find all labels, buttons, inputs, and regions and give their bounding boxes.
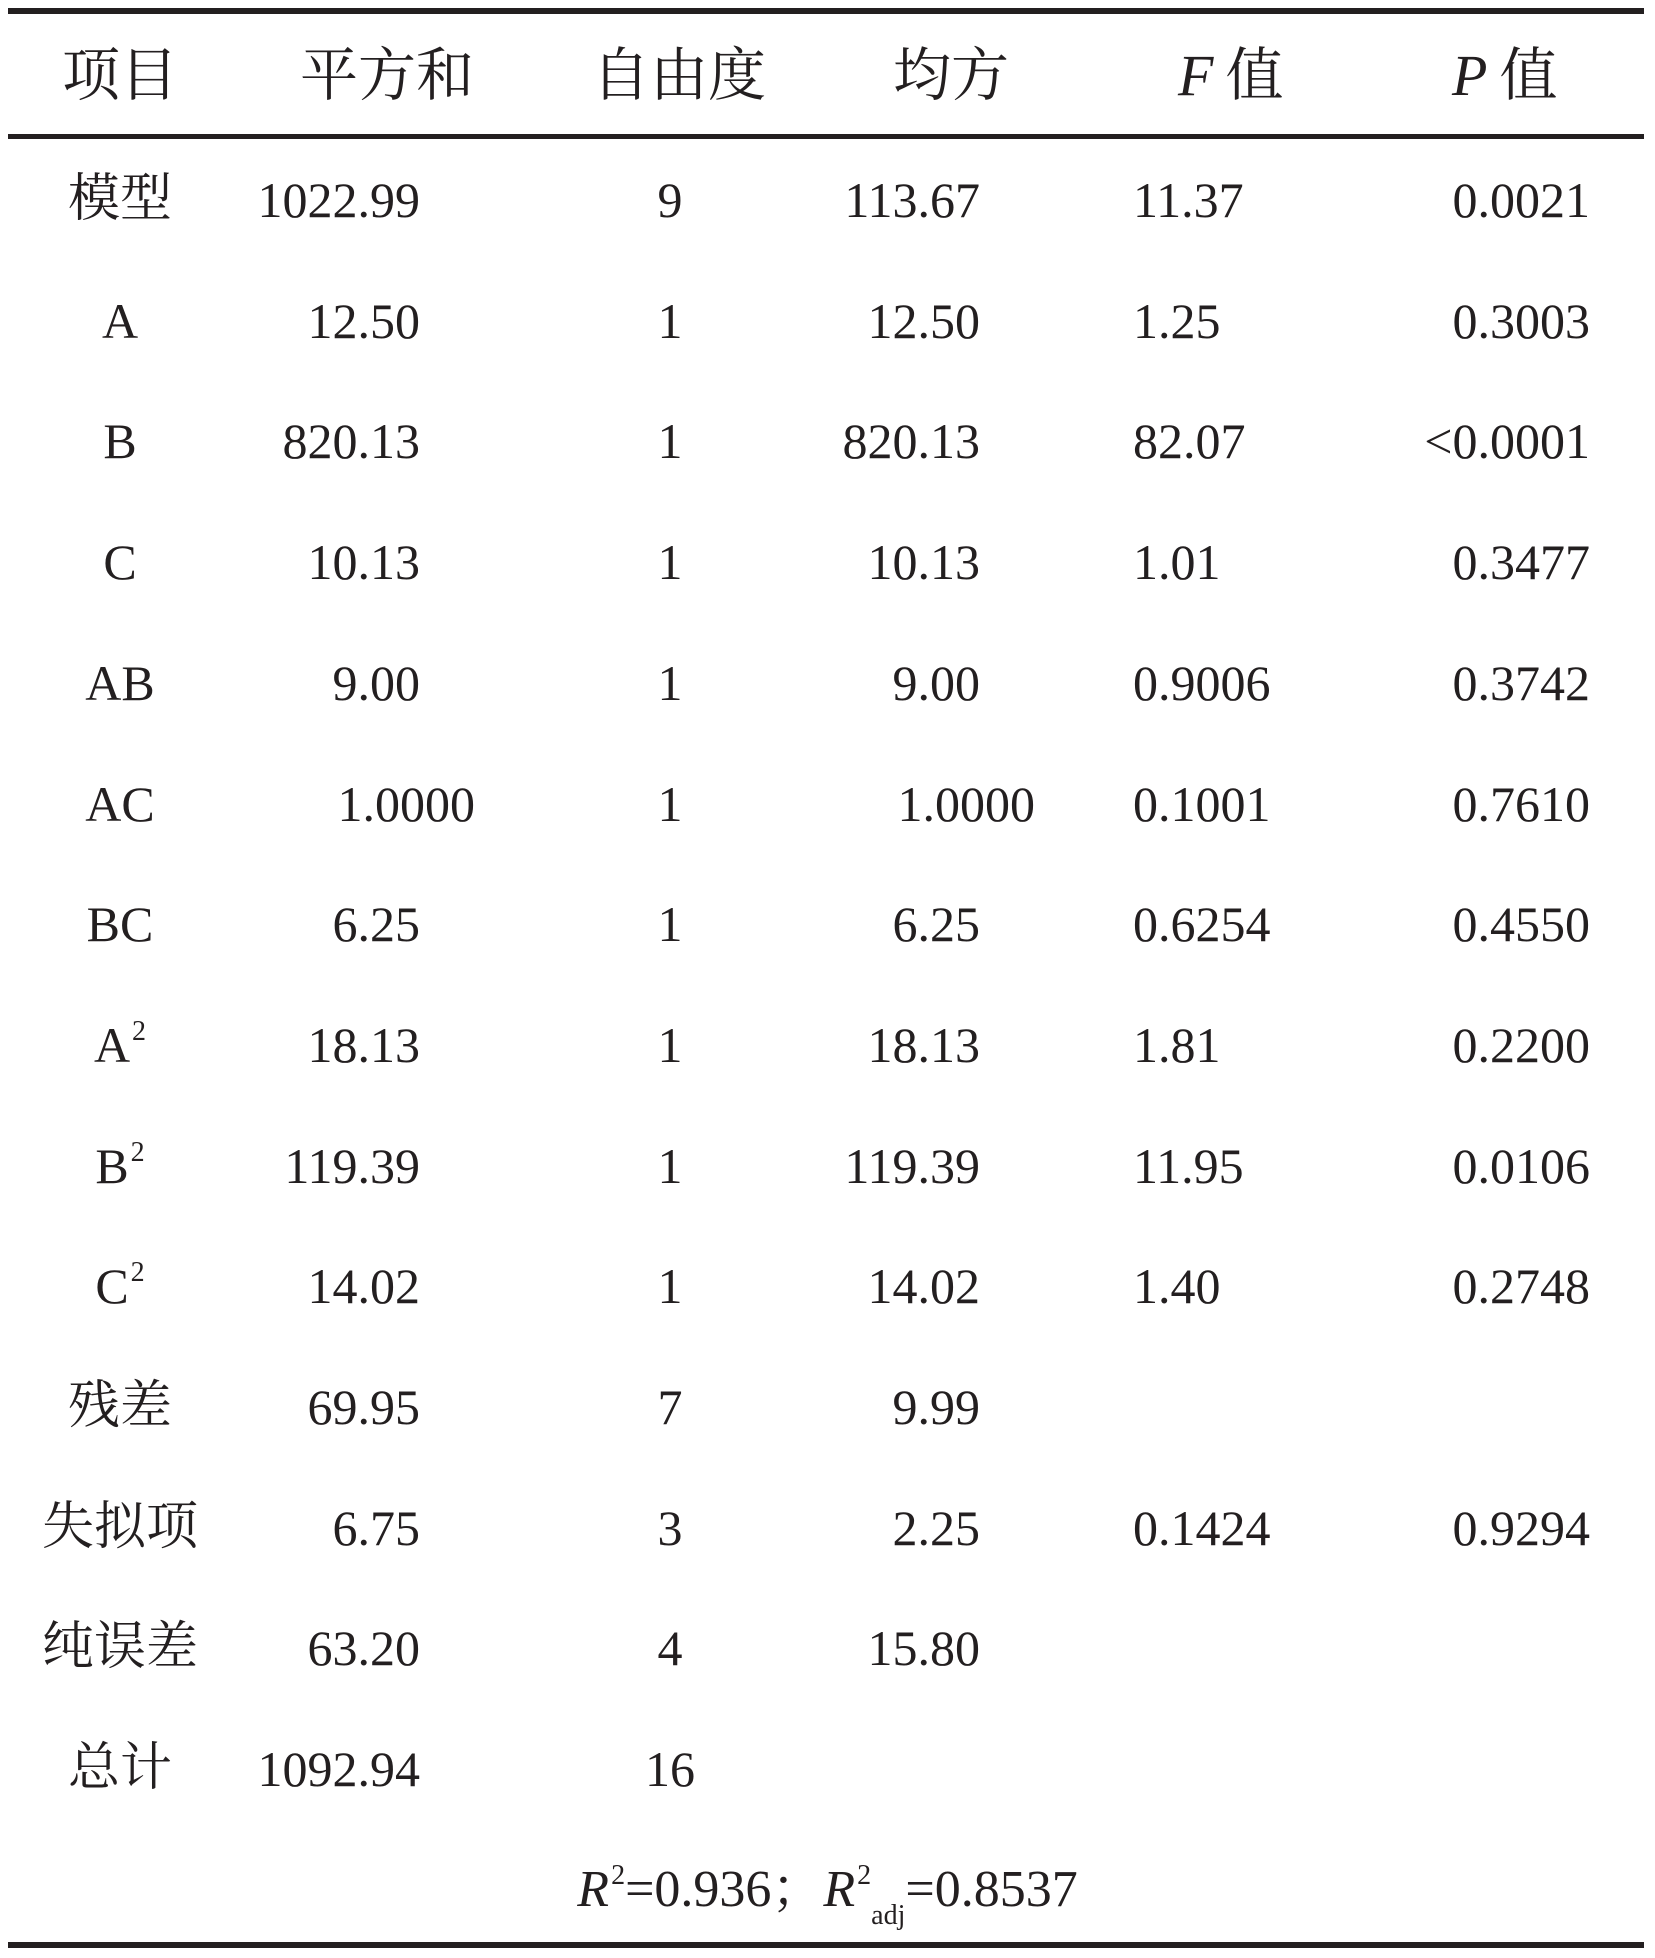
cell-degrees-of-freedom: 1 — [657, 776, 683, 832]
cell-item — [20, 1488, 220, 1568]
cell-mean-square: 9.00 — [892, 655, 980, 711]
row-label: 纯误差 — [41, 1619, 198, 1676]
cell-mean-square: 1.0000 — [897, 776, 1035, 832]
cell-sum-of-squares: 1.0000 — [337, 776, 475, 832]
cell-sum-of-squares: 6.75 — [332, 1500, 420, 1556]
cell-sum-of-squares: 18.13 — [307, 1017, 420, 1073]
cell-p-value: 0.2200 — [1452, 1017, 1590, 1073]
cell-f-value — [1133, 1367, 1353, 1447]
row-label: C — [95, 1258, 129, 1314]
cell-degrees-of-freedom: 1 — [657, 534, 683, 590]
cell-p-value: 0.9294 — [1452, 1500, 1590, 1556]
row-label: 失拟项 — [41, 1499, 198, 1556]
cell-sum-of-squares: 69.95 — [307, 1379, 420, 1435]
table-top-rule — [8, 8, 1644, 14]
cell-degrees-of-freedom: 1 — [657, 1017, 683, 1073]
row-label: AB — [85, 655, 155, 711]
row-label: A — [101, 293, 139, 349]
cell-f-value: 1.81 — [1133, 1017, 1221, 1073]
cell-mean-square: 18.13 — [867, 1017, 980, 1073]
cell-f-value: 1.25 — [1133, 293, 1221, 349]
cell-p-value: 0.3477 — [1452, 534, 1590, 590]
row-label: 模型 — [67, 171, 172, 228]
cell-item — [20, 884, 220, 964]
cell-item — [20, 401, 220, 481]
r-squared-symbol: R — [577, 1861, 610, 1918]
cell-p-value: 0.3742 — [1452, 655, 1590, 711]
header-f-suffix: 值 — [1225, 43, 1284, 108]
cell-f-value — [1133, 1608, 1353, 1688]
cell-p-value — [1350, 1608, 1590, 1688]
cell-item — [20, 1608, 220, 1688]
cell-degrees-of-freedom: 1 — [657, 1258, 683, 1314]
cell-item — [20, 643, 220, 723]
cell-mean-square: 6.25 — [892, 896, 980, 952]
cell-item — [20, 764, 220, 844]
cell-degrees-of-freedom: 9 — [657, 172, 683, 228]
cell-p-value: 0.7610 — [1452, 776, 1590, 832]
r-squared-value: =0.936； — [625, 1861, 824, 1918]
r-squared-adj-value: =0.8537 — [905, 1861, 1078, 1918]
cell-degrees-of-freedom: 1 — [657, 413, 683, 469]
cell-sum-of-squares: 1022.99 — [257, 172, 420, 228]
table-bottom-rule — [8, 1942, 1644, 1948]
cell-item — [20, 1126, 220, 1206]
cell-p-value: 0.3003 — [1452, 293, 1590, 349]
cell-sum-of-squares: 12.50 — [307, 293, 420, 349]
cell-mean-square: 14.02 — [867, 1258, 980, 1314]
cell-degrees-of-freedom: 1 — [657, 655, 683, 711]
header-p-symbol: P — [1452, 43, 1488, 108]
header-sum-of-squares: 平方和 — [300, 43, 475, 108]
cell-f-value: 11.95 — [1133, 1138, 1244, 1194]
header-f-symbol: F — [1178, 43, 1214, 108]
cell-item — [20, 1729, 220, 1809]
cell-p-value — [1350, 1729, 1590, 1809]
cell-mean-square — [760, 1729, 980, 1809]
cell-sum-of-squares: 14.02 — [307, 1258, 420, 1314]
cell-mean-square: 2.25 — [892, 1500, 980, 1556]
cell-mean-square: 113.67 — [844, 172, 980, 228]
cell-mean-square: 9.99 — [892, 1379, 980, 1435]
header-p-suffix: 值 — [1499, 43, 1558, 108]
cell-p-value: 0.4550 — [1452, 896, 1590, 952]
header-item: 项目 — [62, 43, 179, 108]
header-p-value — [1452, 36, 1557, 116]
cell-f-value: 82.07 — [1133, 413, 1246, 469]
cell-mean-square: 15.80 — [867, 1620, 980, 1676]
header-degrees-of-freedom: 自由度 — [592, 43, 767, 108]
row-label: B — [103, 413, 137, 469]
cell-sum-of-squares: 6.25 — [332, 896, 420, 952]
cell-f-value: 0.9006 — [1133, 655, 1271, 711]
cell-p-value: 0.0021 — [1452, 172, 1590, 228]
cell-sum-of-squares: 1092.94 — [257, 1741, 420, 1797]
cell-degrees-of-freedom: 3 — [657, 1500, 683, 1556]
cell-item — [20, 160, 220, 240]
cell-f-value: 1.01 — [1133, 534, 1221, 590]
cell-mean-square: 820.13 — [842, 413, 980, 469]
cell-mean-square: 119.39 — [844, 1138, 980, 1194]
cell-sum-of-squares: 10.13 — [307, 534, 420, 590]
row-label-exponent: 2 — [130, 1257, 145, 1288]
cell-item — [20, 281, 220, 361]
cell-sum-of-squares: 9.00 — [332, 655, 420, 711]
cell-mean-square: 10.13 — [867, 534, 980, 590]
cell-degrees-of-freedom: 7 — [657, 1379, 683, 1435]
row-label: B — [95, 1138, 129, 1194]
cell-item — [20, 522, 220, 602]
cell-f-value: 0.1424 — [1133, 1500, 1271, 1556]
cell-sum-of-squares: 820.13 — [282, 413, 420, 469]
row-label: 残差 — [67, 1378, 172, 1435]
cell-degrees-of-freedom: 1 — [657, 1138, 683, 1194]
r-squared-exponent: 2 — [611, 1860, 626, 1891]
cell-f-value — [1133, 1729, 1353, 1809]
row-label: BC — [86, 896, 154, 952]
row-label: AC — [85, 776, 155, 832]
row-label: A — [93, 1017, 131, 1073]
cell-degrees-of-freedom: 1 — [657, 896, 683, 952]
row-label-exponent: 2 — [132, 1016, 147, 1047]
header-mean-square: 均方 — [893, 43, 1010, 108]
cell-p-value: 0.0106 — [1452, 1138, 1590, 1194]
cell-item — [20, 1005, 220, 1085]
r-squared-adj-subscript: adj — [871, 1900, 906, 1931]
row-label: C — [103, 534, 137, 590]
cell-f-value: 0.6254 — [1133, 896, 1271, 952]
row-label-exponent: 2 — [130, 1137, 145, 1168]
r-squared-adj-exponent: 2 — [857, 1860, 872, 1891]
r-squared-adj-symbol: R — [823, 1861, 856, 1918]
cell-item — [20, 1367, 220, 1447]
table-footer-note — [0, 1850, 1655, 1930]
cell-sum-of-squares: 63.20 — [307, 1620, 420, 1676]
cell-p-value — [1350, 1367, 1590, 1447]
cell-f-value: 1.40 — [1133, 1258, 1221, 1314]
row-label: 总计 — [67, 1740, 172, 1797]
cell-item — [20, 1246, 220, 1326]
table-header-rule — [8, 134, 1644, 139]
cell-f-value: 0.1001 — [1133, 776, 1271, 832]
cell-mean-square: 12.50 — [867, 293, 980, 349]
cell-p-value: <0.0001 — [1424, 413, 1590, 469]
cell-p-value: 0.2748 — [1452, 1258, 1590, 1314]
cell-degrees-of-freedom: 1 — [657, 293, 683, 349]
cell-f-value: 11.37 — [1133, 172, 1244, 228]
cell-sum-of-squares: 119.39 — [284, 1138, 420, 1194]
cell-degrees-of-freedom: 4 — [657, 1620, 683, 1676]
header-f-value — [1178, 36, 1283, 116]
cell-degrees-of-freedom: 16 — [645, 1741, 695, 1797]
